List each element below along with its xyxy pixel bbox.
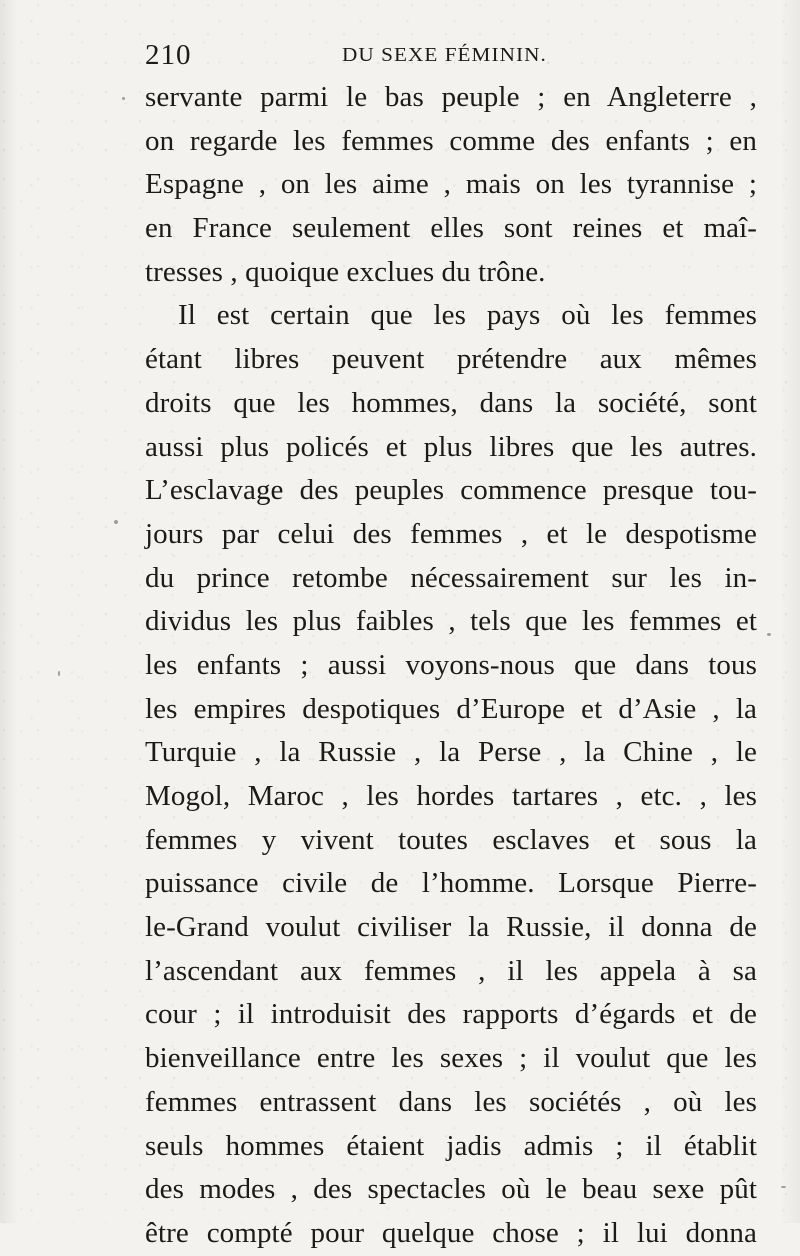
running-title: DU SEXE FÉMININ. [342,44,547,66]
text-line: femmes entrassent dans les sociétés , où les [145,1085,757,1118]
paper-speck [122,97,125,100]
text-line: dividus les plus faibles , tels que les femmes et [145,605,757,638]
text-line: être compté pour quelque chose ; il lui donna [145,1216,757,1249]
text-line: Il est certain que les pays où les femmes [178,299,757,332]
text-line: cour ; il introduisit des rapports d’égards et de [145,998,757,1031]
paper-speck [767,633,771,636]
text-line: L’esclavage des peuples commence presque tou- [145,474,757,507]
text-line: Mogol, Maroc , les hordes tartares , etc. , les [145,780,757,812]
text-line: puissance civile de l’homme. Lorsque Pierre- [145,867,757,900]
text-line: seuls hommes étaient jadis admis ; il établit [145,1129,757,1162]
text-line: tresses , quoique exclues du trône. [145,255,546,288]
text-line: les enfants ; aussi voyons-nous que dans tous [145,648,757,681]
text-line: Espagne , on les aime , mais on les tyrannise ; [145,168,757,201]
body-text [145,76,757,1256]
text-line: on regarde les femmes comme des enfants ; en [145,124,757,157]
page-number: 210 [145,39,192,71]
text-line: des modes , des spectacles où le beau sexe pût [145,1173,757,1206]
page-header [145,36,760,74]
text-line: bienveillance entre les sexes ; il voulut que les [145,1042,757,1075]
paper-speck [781,1186,786,1188]
text-line: les empires despotiques d’Europe et d’Asie , la [145,692,757,725]
text-line: Turquie , la Russie , la Perse , la Chine , le [145,736,757,769]
text-line: jours par celui des femmes , et le despotisme [145,517,757,550]
text-line: femmes y vivent toutes esclaves et sous la [145,823,757,856]
paper-speck [58,671,60,676]
paper-speck [114,520,118,524]
text-line: étant libres peuvent prétendre aux mêmes [145,343,757,376]
text-line: du prince retombe nécessairement sur les in- [145,561,757,594]
text-line: en France seulement elles sont reines et maî- [145,212,757,245]
text-line: servante parmi le bas peuple ; en Angleterre , [145,81,757,113]
text-line: l’ascendant aux femmes , il les appela à sa [145,954,757,987]
text-line: droits que les hommes, dans la société, sont [145,386,757,419]
text-line: le-Grand voulut civiliser la Russie, il donna de [145,911,757,944]
text-line: aussi plus policés et plus libres que les autres. [145,430,757,463]
